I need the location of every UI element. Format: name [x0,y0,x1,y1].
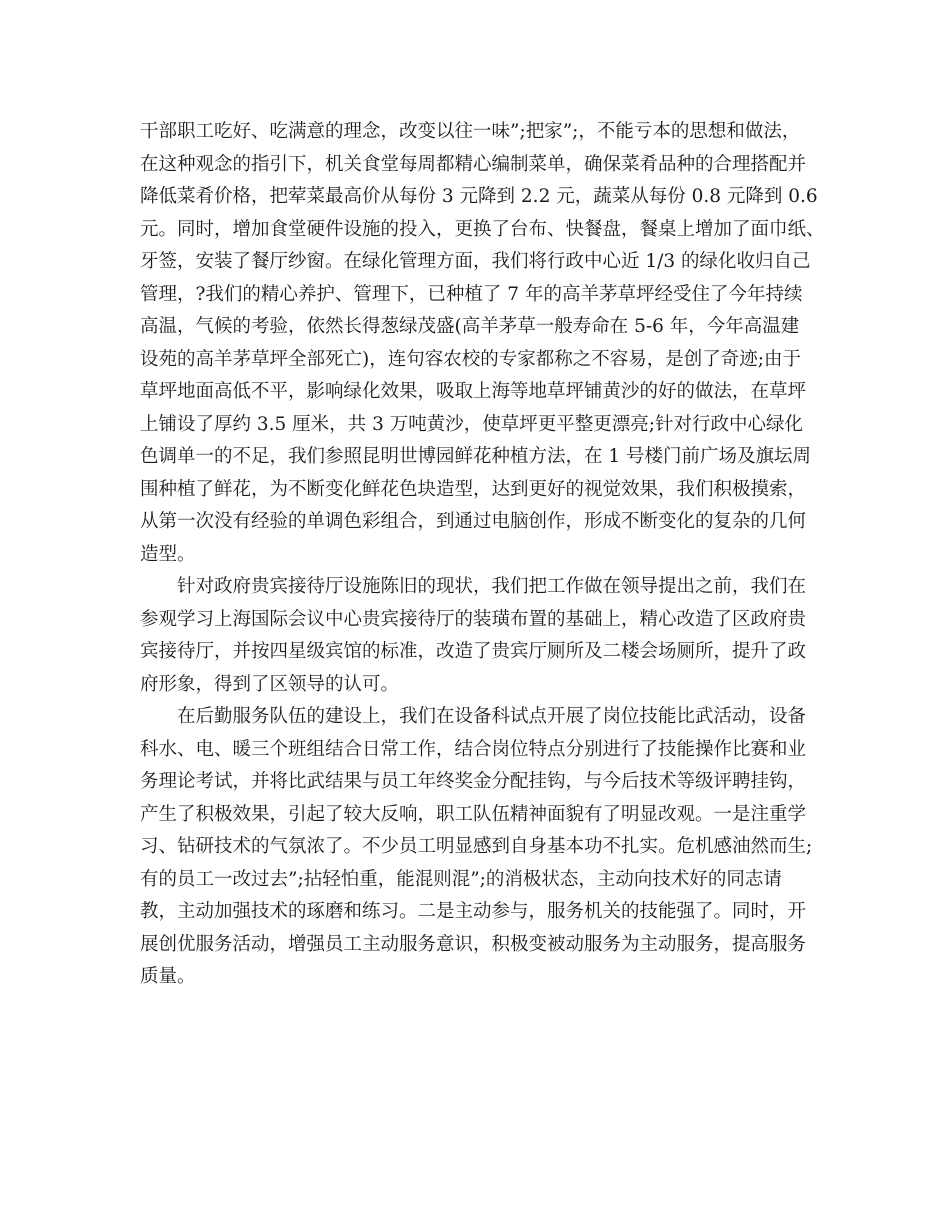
text-line-indented: 针对政府贵宾接待厅设施陈旧的现状，我们把工作做在领导提出之前，我们在 [177,576,807,597]
text-line: 降低菜肴价格，把荤菜最高价从每份 3 元降到 2.2 元，蔬菜从每份 0.8 元降到 0.6 [140,186,818,207]
text-line: 色调单一的不足，我们参照昆明世博园鲜花种植方法，在 1 号楼门前广场及旗坛周 [140,446,812,467]
text-line: 围种植了鲜花，为不断变化鲜花色块造型，达到更好的视觉效果，我们积极摸索， [140,478,807,500]
text-line: 教，主动加强技术的琢磨和练习。二是主动参与，服务机关的技能强了。同时，开 [140,901,807,922]
paragraph-3 [140,701,820,994]
text-line: 管理，?我们的精心养护、管理下，已种植了 7 年的高羊茅草坪经受住了今年持续 [140,283,803,305]
text-line: 元。同时，增加食堂硬件设施的投入，更换了台布、快餐盘，餐桌上增加了面巾纸、 [140,218,825,240]
text-line: 在这种观念的指引下，机关食堂每周都精心编制菜单，确保菜肴品种的合理搭配并 [140,153,807,175]
text-line: 草坪地面高低不平，影响绿化效果，吸取上海等地草坪铺黄沙的好的做法，在草坪 [140,381,807,402]
text-line: 从第一次没有经验的单调色彩组合，到通过电脑创作，形成不断变化的复杂的几何 [140,511,807,532]
text-line: 产生了积极效果，引起了较大反响，职工队伍精神面貌有了明显改观。一是注重学 [140,803,807,825]
text-line: 上铺设了厚约 3.5 厘米，共 3 万吨黄沙，使草坪更平整更漂亮;针对行政中心绿化 [140,413,803,435]
paragraph-1 [140,116,825,571]
text-line: 府形象，得到了区领导的认可。 [140,673,400,695]
text-line: 设苑的高羊茅草坪全部死亡)，连句容农校的专家都称之不容易，是创了奇迹;由于 [140,348,801,370]
text-line: 参观学习上海国际会议中心贵宾接待厅的装璜布置的基础上，精心改造了区政府贵 [140,608,807,630]
text-line: 展创优服务活动，增强员工主动服务意识，积极变被动服务为主动服务，提高服务 [140,933,807,955]
text-line: 有的员工一改过去”;拈轻怕重，能混则混”;的消极状态，主动向技术好的同志请 [140,868,782,890]
text-line: 高温，气候的考验，依然长得葱绿茂盛(高羊茅草一般寿命在 5-6 年，今年高温建 [140,316,800,337]
text-line: 牙签，安装了餐厅纱窗。在绿化管理方面，我们将行政中心近 1/3 的绿化收归自己 [140,251,811,272]
text-line: 干部职工吃好、吃满意的理念，改变以往一味”;把家”;，不能亏本的思想和做法， [140,121,801,142]
document-body [140,116,825,994]
text-line: 科水、电、暖三个班组结合日常工作，结合岗位特点分别进行了技能操作比赛和业 [140,738,807,760]
text-line: 质量。 [140,966,196,987]
text-line: 造型。 [140,543,196,565]
text-line: 习、钻研技术的气氛浓了。不少员工明显感到自身基本功不扎实。危机感油然而生; [140,836,813,857]
text-line: 务理论考试，并将比武结果与员工年终奖金分配挂钩，与今后技术等级评聘挂钩， [140,771,807,792]
text-line: 宾接待厅，并按四星级宾馆的标准，改造了贵宾厅厕所及二楼会场厕所，提升了政 [140,641,807,662]
text-line-indented: 在后勤服务队伍的建设上，我们在设备科试点开展了岗位技能比武活动，设备 [177,706,807,727]
paragraph-2 [140,571,820,701]
